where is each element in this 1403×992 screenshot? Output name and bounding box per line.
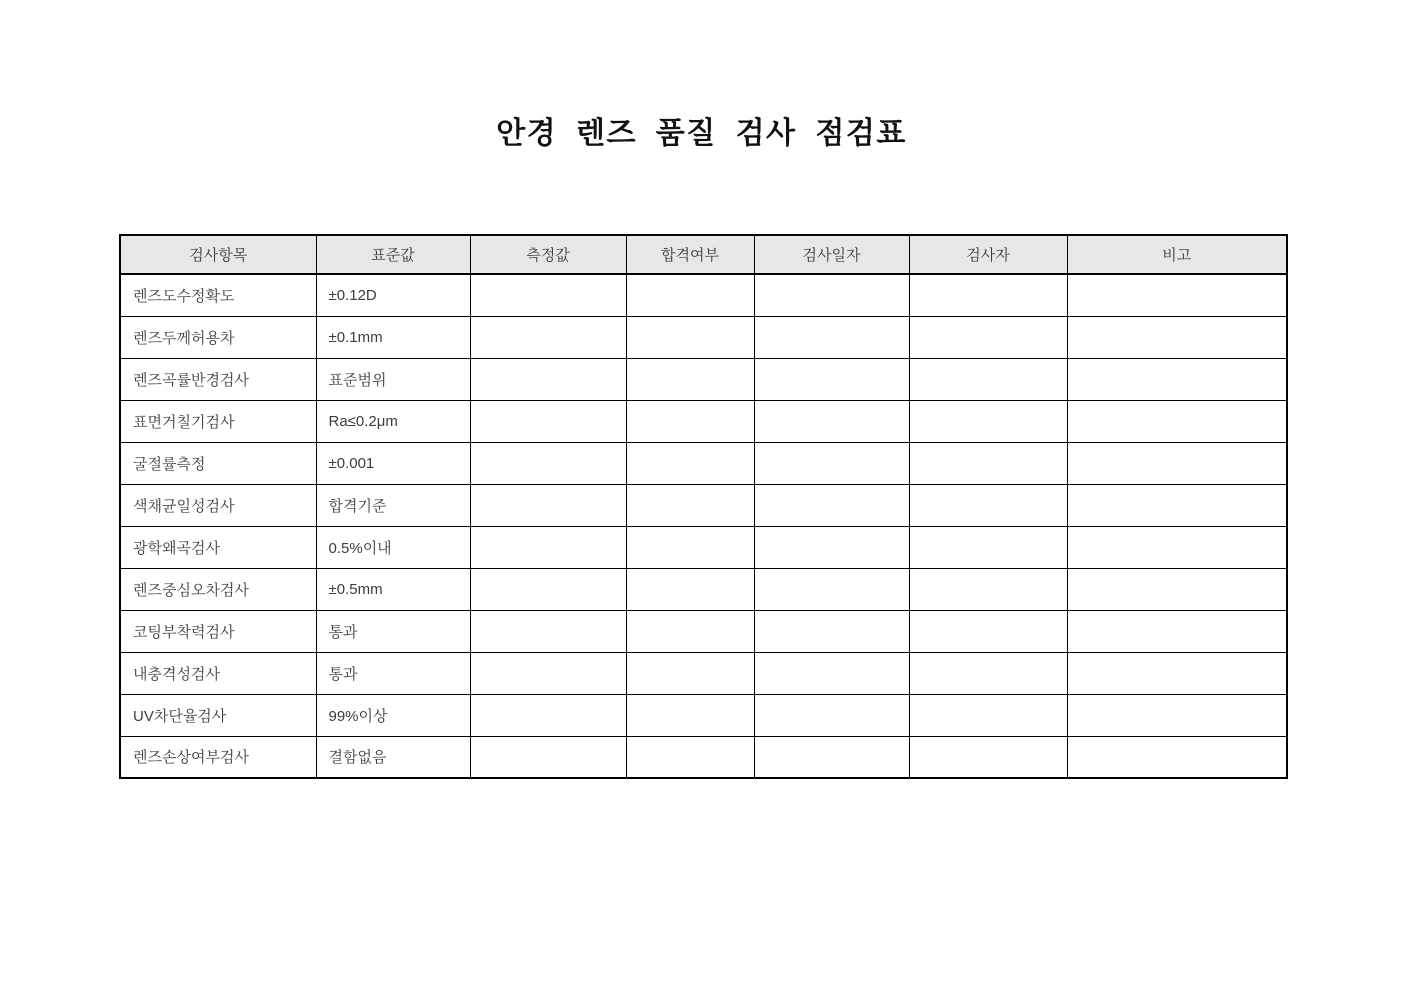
standard-value-cell: 결함없음: [316, 736, 470, 778]
inspection-date-cell: [754, 274, 909, 316]
measured-value-cell: [470, 694, 626, 736]
column-header: 검사자: [909, 235, 1067, 274]
table-row: [120, 274, 1287, 316]
table-row: [120, 316, 1287, 358]
inspector-cell: [909, 652, 1067, 694]
measured-value-cell: [470, 568, 626, 610]
inspection-item-cell: 렌즈도수정확도: [120, 274, 316, 316]
standard-value-cell: Ra≤0.2μm: [316, 400, 470, 442]
pass-fail-cell: [626, 358, 754, 400]
measured-value-cell: [470, 316, 626, 358]
pass-fail-cell: [626, 442, 754, 484]
measured-value-cell: [470, 274, 626, 316]
pass-fail-cell: [626, 694, 754, 736]
measured-value-cell: [470, 484, 626, 526]
standard-value-cell: ±0.001: [316, 442, 470, 484]
pass-fail-cell: [626, 526, 754, 568]
table-row: [120, 400, 1287, 442]
pass-fail-cell: [626, 652, 754, 694]
inspection-item-cell: 내충격성검사: [120, 652, 316, 694]
remarks-cell: [1067, 652, 1287, 694]
inspection-item-cell: 렌즈중심오차검사: [120, 568, 316, 610]
standard-value-cell: 0.5%이내: [316, 526, 470, 568]
column-header: 표준값: [316, 235, 470, 274]
inspection-item-cell: 표면거칠기검사: [120, 400, 316, 442]
remarks-cell: [1067, 568, 1287, 610]
inspection-date-cell: [754, 526, 909, 568]
remarks-cell: [1067, 274, 1287, 316]
page-title: 안경 렌즈 품질 검사 점검표: [496, 117, 907, 150]
inspection-date-cell: [754, 484, 909, 526]
inspection-checklist-table: [119, 234, 1288, 779]
measured-value-cell: [470, 442, 626, 484]
inspector-cell: [909, 526, 1067, 568]
remarks-cell: [1067, 526, 1287, 568]
pass-fail-cell: [626, 274, 754, 316]
table-row: [120, 736, 1287, 778]
standard-value-cell: ±0.1mm: [316, 316, 470, 358]
standard-value-cell: 통과: [316, 610, 470, 652]
standard-value-cell: 합격기준: [316, 484, 470, 526]
inspection-date-cell: [754, 400, 909, 442]
inspection-item-cell: 광학왜곡검사: [120, 526, 316, 568]
pass-fail-cell: [626, 610, 754, 652]
standard-value-cell: ±0.12D: [316, 274, 470, 316]
pass-fail-cell: [626, 400, 754, 442]
inspector-cell: [909, 316, 1067, 358]
remarks-cell: [1067, 400, 1287, 442]
measured-value-cell: [470, 358, 626, 400]
table-row: [120, 694, 1287, 736]
inspection-item-cell: UV차단율검사: [120, 694, 316, 736]
column-header: 검사일자: [754, 235, 909, 274]
inspection-date-cell: [754, 568, 909, 610]
inspector-cell: [909, 736, 1067, 778]
inspector-cell: [909, 358, 1067, 400]
table-row: [120, 652, 1287, 694]
remarks-cell: [1067, 484, 1287, 526]
table-row: [120, 484, 1287, 526]
standard-value-cell: ±0.5mm: [316, 568, 470, 610]
measured-value-cell: [470, 652, 626, 694]
pass-fail-cell: [626, 736, 754, 778]
inspection-date-cell: [754, 316, 909, 358]
inspector-cell: [909, 694, 1067, 736]
column-header: 검사항목: [120, 235, 316, 274]
inspector-cell: [909, 400, 1067, 442]
standard-value-cell: 99%이상: [316, 694, 470, 736]
inspection-date-cell: [754, 442, 909, 484]
measured-value-cell: [470, 610, 626, 652]
column-header: 비고: [1067, 235, 1287, 274]
remarks-cell: [1067, 358, 1287, 400]
standard-value-cell: 통과: [316, 652, 470, 694]
inspector-cell: [909, 274, 1067, 316]
inspection-item-cell: 색채균일성검사: [120, 484, 316, 526]
standard-value-cell: 표준범위: [316, 358, 470, 400]
inspection-date-cell: [754, 694, 909, 736]
inspection-date-cell: [754, 652, 909, 694]
inspection-date-cell: [754, 610, 909, 652]
table-row: [120, 568, 1287, 610]
table-row: [120, 358, 1287, 400]
inspector-cell: [909, 484, 1067, 526]
inspection-item-cell: 렌즈두께허용차: [120, 316, 316, 358]
table-body: [120, 274, 1287, 778]
remarks-cell: [1067, 694, 1287, 736]
table-row: [120, 610, 1287, 652]
table-header-row: [120, 235, 1287, 274]
pass-fail-cell: [626, 484, 754, 526]
remarks-cell: [1067, 736, 1287, 778]
inspector-cell: [909, 442, 1067, 484]
measured-value-cell: [470, 526, 626, 568]
inspection-date-cell: [754, 358, 909, 400]
table-row: [120, 526, 1287, 568]
remarks-cell: [1067, 316, 1287, 358]
inspection-item-cell: 굴절률측정: [120, 442, 316, 484]
inspection-item-cell: 렌즈곡률반경검사: [120, 358, 316, 400]
column-header: 합격여부: [626, 235, 754, 274]
column-header: 측정값: [470, 235, 626, 274]
measured-value-cell: [470, 736, 626, 778]
pass-fail-cell: [626, 316, 754, 358]
remarks-cell: [1067, 442, 1287, 484]
inspection-item-cell: 코팅부착력검사: [120, 610, 316, 652]
pass-fail-cell: [626, 568, 754, 610]
inspector-cell: [909, 610, 1067, 652]
table-row: [120, 442, 1287, 484]
inspector-cell: [909, 568, 1067, 610]
measured-value-cell: [470, 400, 626, 442]
remarks-cell: [1067, 610, 1287, 652]
inspection-item-cell: 렌즈손상여부검사: [120, 736, 316, 778]
inspection-date-cell: [754, 736, 909, 778]
